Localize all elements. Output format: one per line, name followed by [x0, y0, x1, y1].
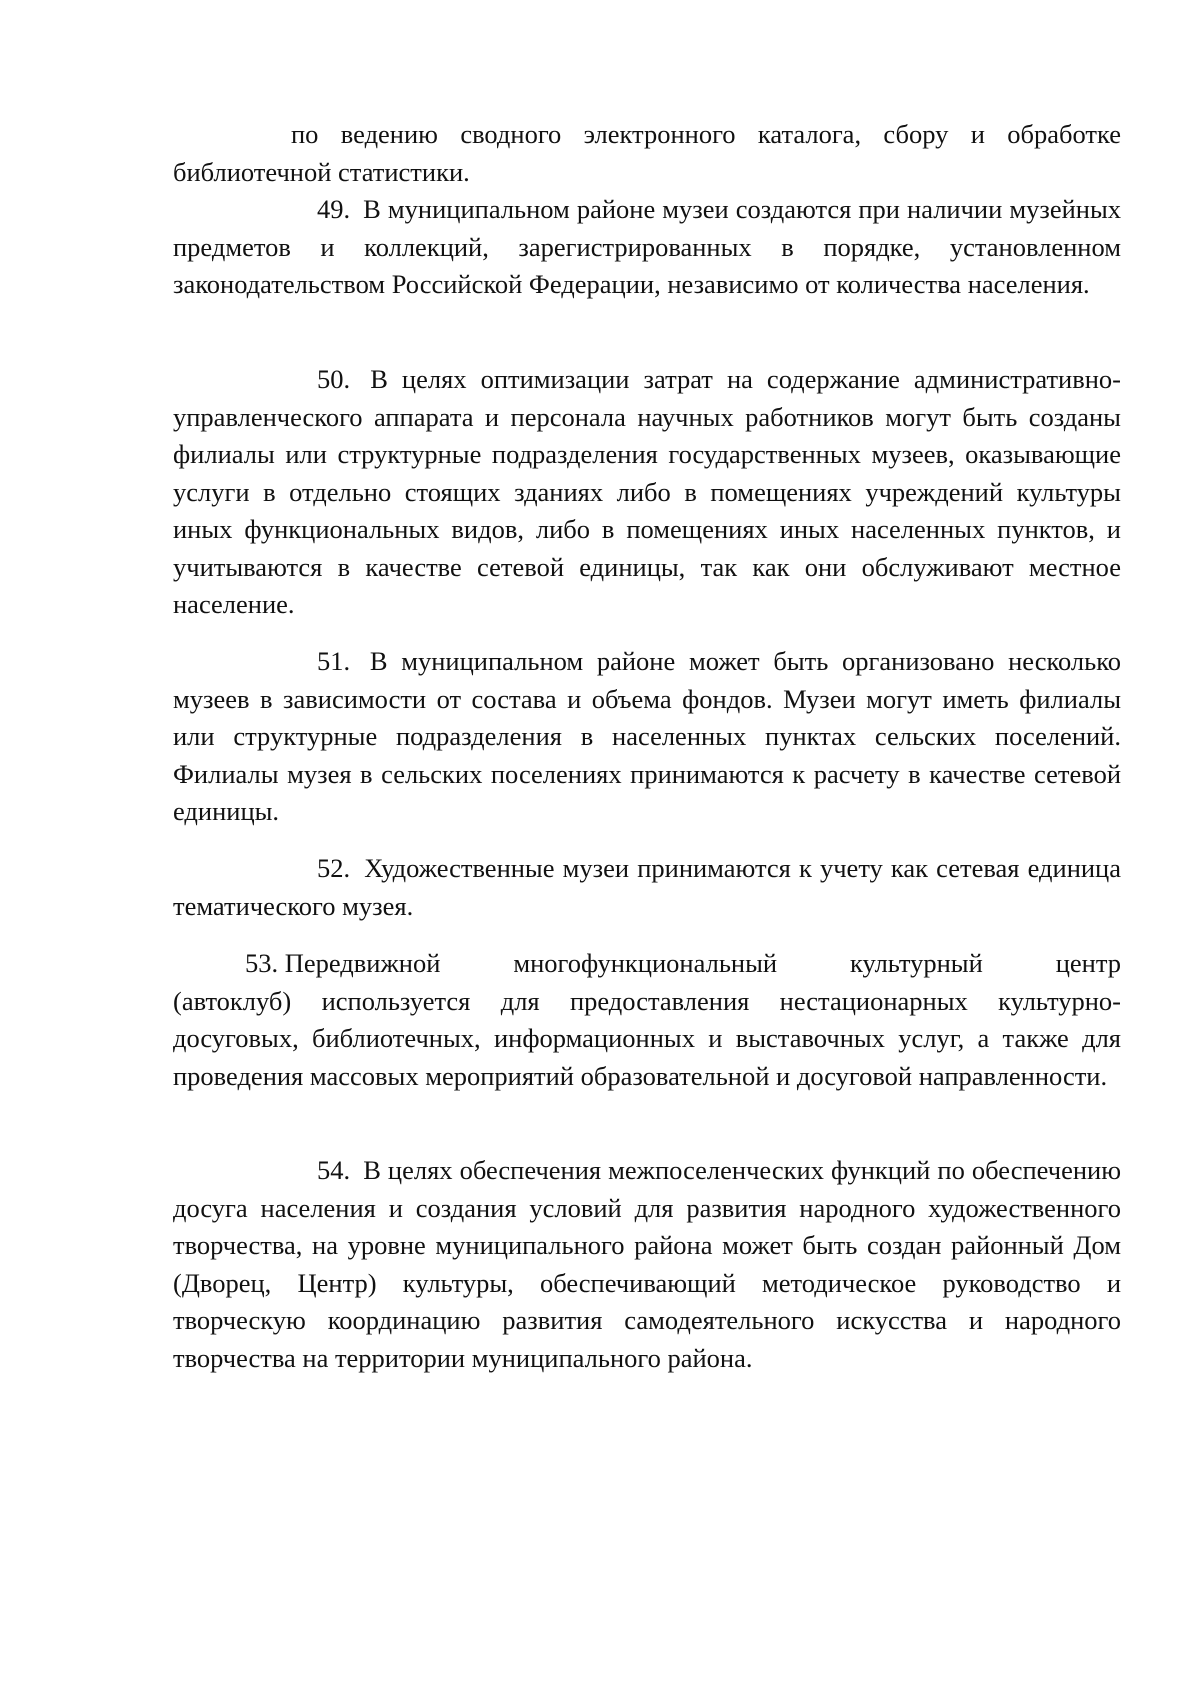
paragraph-number: 49. — [317, 194, 351, 224]
paragraph-text: В муниципальном районе музеи создаются при наличии музейных предметов и коллекций, зарегистрированных в порядке, установленном законодательством Российской Федерации, независимо от количества населения. — [173, 194, 1121, 299]
paragraph-word: многофункциональный — [513, 948, 778, 978]
paragraph-50 — [173, 361, 1121, 624]
paragraph-text: Художественные музеи принимаются к учету как сетевая единица тематического музея. — [173, 853, 1122, 921]
paragraph-number: 50. — [317, 364, 351, 394]
paragraph-51 — [173, 643, 1121, 831]
paragraph-53-first-line — [173, 945, 1121, 983]
paragraph-54 — [173, 1152, 1121, 1377]
continuation-paragraph — [173, 116, 1121, 191]
paragraph-text: В целях оптимизации затрат на содержание административно-управленческого аппарата и персонала научных работников могут быть созданы филиалы или структурные подразделения государственных музеев, оказывающие услуги в отдельно стоящих зданиях либо в помещениях учреждений культуры иных функциональных видов, либо в помещениях иных населенных пунктов, и учитываются в качестве сетевой единицы, так как они обслуживают местное население. — [173, 364, 1122, 619]
paragraph-number: 53. — [245, 948, 279, 978]
paragraph-word: центр — [1055, 948, 1121, 978]
paragraph-number: 54. — [317, 1155, 351, 1185]
paragraph-word: культурный — [849, 948, 983, 978]
paragraph-text: В целях обеспечения межпоселенческих функций по обеспечению досуга населения и создания условий для развития народного художественного творчества, на уровне муниципального района может быть создан районный Дом (Дворец, Центр) культуры, обеспечивающий методическое руководство и творческую координацию развития самодеятельного искусства и народного творчества на территории муниципального района. — [173, 1155, 1121, 1373]
paragraph-49 — [173, 191, 1121, 304]
paragraph-text: В муниципальном районе может быть организовано несколько музеев в зависимости от состава и объема фондов. Музеи могут иметь филиалы или структурные подразделения в населенных пунктах сельских поселений. Филиалы музея в сельских поселениях принимаются к расчету в качестве сетевой единицы. — [173, 646, 1122, 826]
paragraph-53 — [173, 945, 1121, 1095]
continuation-text: по ведению сводного электронного каталога, сбору и обработке библиотечной статистики. — [173, 119, 1121, 187]
paragraph-text: (автоклуб) используется для предоставления нестационарных культурно-досуговых, библиотечных, информационных и выставочных услуг, а также для проведения массовых мероприятий образовательной и досуговой направленности. — [173, 985, 1121, 1091]
paragraph-number: 52. — [317, 853, 351, 883]
paragraph-word: Передвижной — [284, 948, 441, 978]
paragraph-52 — [173, 850, 1121, 925]
paragraph-number: 51. — [317, 646, 351, 676]
